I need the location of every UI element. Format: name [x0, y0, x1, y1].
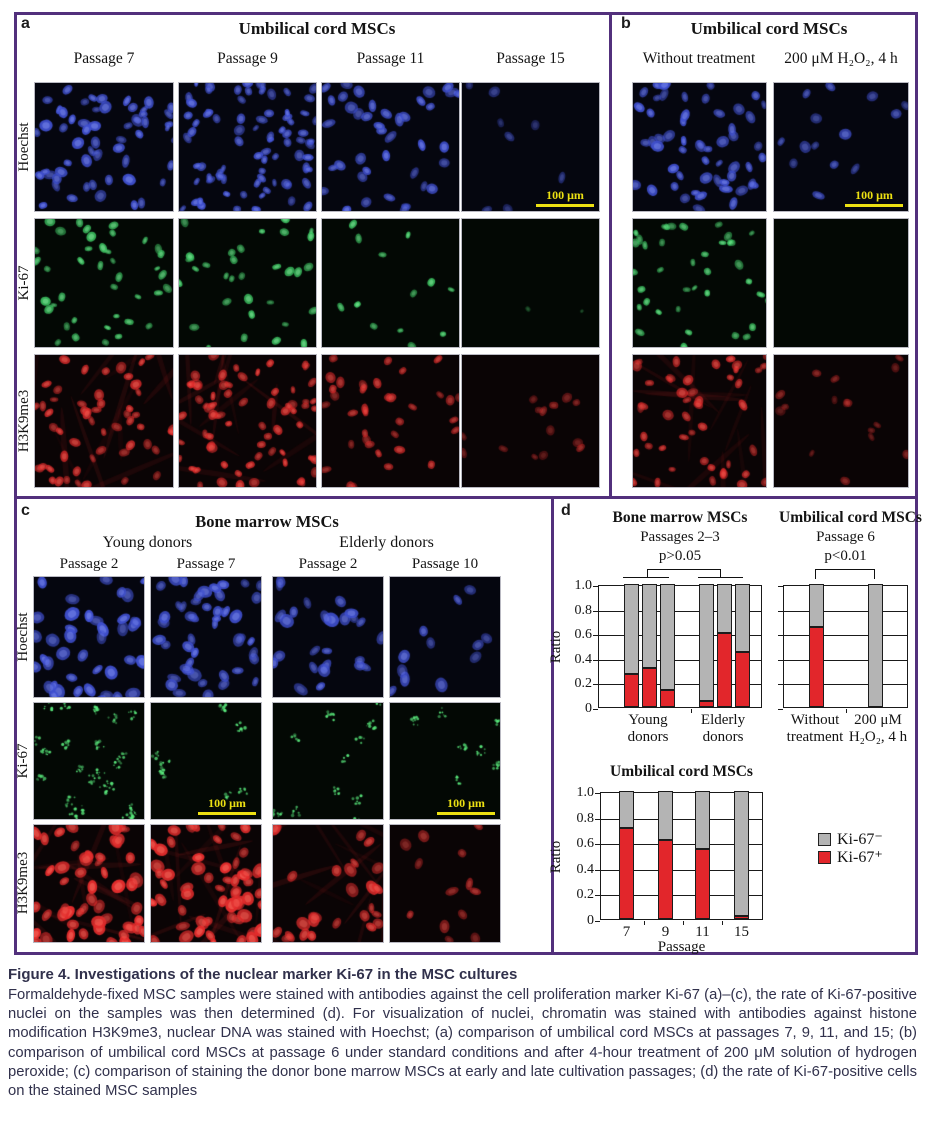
y-tick: [778, 684, 783, 685]
bar-segment-ki67pos: [624, 674, 639, 707]
caption-body: Formaldehyde-fixed MSC samples were stained with antibodies against the cell proliferation marker Ki-67 (a)–(c), the rate of Ki-67-positive nuclei on the samples was then determined (d). For visualization of nuclei, chromatin was stained with antibodies against histone modification H3K9me3, nuclear DNA was stained with Hoechst; (a) comparison of umbilical cord MSCs at passages 7, 9, 11, and 15; (b) comparison of umbilical cord MSCs at passage 6 under standard conditions and after 4-hour treatment of 200 μM solution of hydrogen peroxide; (c) comparison of staining the donor bone marrow MSCs at early and late cultivation passages; (d) the rate of Ki-67-positive cells on the stained MSC samples: [8, 987, 917, 1100]
panel-a-row-h3k9me3: H3K9me3: [16, 389, 32, 453]
micrograph-canvas: [179, 219, 317, 348]
micrograph-a-r2-c3: [461, 354, 600, 488]
panel-c-group-elderly: Elderly donors: [339, 534, 434, 551]
gridline: [784, 660, 907, 661]
y-tick: [593, 611, 598, 612]
bracket-young-group: [623, 577, 669, 578]
micrograph-canvas: [151, 825, 262, 943]
y-tick: [595, 793, 600, 794]
micrograph-a-r1-c0: [34, 218, 174, 348]
bar-segment-ki67neg: [868, 584, 883, 707]
panel-a-col-passage7: Passage 7: [73, 50, 135, 67]
chart1-title: Bone marrow MSCs: [612, 509, 748, 526]
chart2-significance: p<0.01: [824, 548, 867, 564]
y-tick: [778, 586, 783, 587]
bar-segment-ki67neg: [642, 584, 657, 668]
x-category-label: 7: [622, 924, 631, 940]
panel-c-col-1: Passage 2: [59, 556, 119, 572]
micrograph-c-r0-c3: [389, 576, 501, 698]
y-tick: [593, 684, 598, 685]
micrograph-canvas: [35, 83, 174, 212]
micrograph-a-r1-c3: [461, 218, 600, 348]
y-tick-label: 1.0: [576, 785, 594, 800]
y-tick: [593, 586, 598, 587]
panel-a-col-passage15: Passage 15: [496, 50, 565, 67]
panel-a-row-ki67: Ki-67: [16, 265, 32, 301]
micrograph-a-r2-c2: [321, 354, 460, 488]
bar-segment-ki67pos: [734, 916, 749, 919]
chart1-ylabel: Ratio: [548, 630, 564, 664]
y-tick-label: 0.4: [576, 861, 594, 877]
micrograph-a-r2-c1: [178, 354, 317, 488]
scale-bar: [845, 188, 903, 207]
micrograph-canvas: [774, 219, 909, 348]
scale-bar-line: [845, 204, 903, 207]
panel-b-col-untreated: Without treatment: [642, 50, 756, 67]
bar-segment-ki67pos: [809, 627, 824, 707]
scale-bar-label: 100 μm: [447, 796, 485, 810]
micrograph-c-r0-c2: [272, 576, 384, 698]
bar-segment-ki67neg: [734, 791, 749, 916]
bar-segment-ki67pos: [695, 849, 710, 919]
bar-segment-ki67neg: [699, 584, 714, 701]
micrograph-a-r1-c2: [321, 218, 460, 348]
chart2-title: Umbilical cord MSCs: [779, 509, 922, 526]
micrograph-canvas: [462, 355, 600, 488]
y-tick: [593, 660, 598, 661]
micrograph-b-r0-c0: [632, 82, 767, 212]
panel-a-col-passage9: Passage 9: [217, 50, 278, 67]
chart3-title: Umbilical cord MSCs: [610, 763, 753, 780]
x-tick: [683, 921, 684, 925]
y-tick-label: 0.4: [574, 651, 592, 667]
chart2-subtitle: Passage 6: [816, 529, 875, 545]
bracket-p001: [815, 569, 875, 579]
micrograph-canvas: [34, 825, 145, 943]
y-tick-label: 0: [587, 913, 594, 928]
micrograph-b-r2-c1: [773, 354, 909, 488]
x-category-label: 11: [695, 924, 710, 940]
bar-segment-ki67pos: [619, 828, 634, 919]
chart2-plot: [783, 585, 908, 708]
bar-segment-ki67neg: [619, 791, 634, 828]
panel-c-label: c: [21, 502, 30, 519]
y-tick: [778, 611, 783, 612]
micrograph-canvas: [35, 219, 174, 348]
chart2-xlabel-h2o2: 200 μM H₂O₂, 4 h: [848, 712, 908, 745]
micrograph-canvas: [151, 577, 262, 698]
panel-c-col-2: Passage 7: [176, 556, 236, 572]
chart2-xlabel-untreated: Without treatment: [786, 712, 844, 745]
panel-c-row-hoechst: Hoechst: [15, 612, 31, 662]
micrograph-canvas: [633, 83, 767, 212]
scale-bar: [536, 188, 594, 207]
micrograph-canvas: [179, 83, 317, 212]
y-tick: [593, 709, 598, 710]
y-tick-label: 0: [585, 701, 592, 716]
bar-segment-ki67pos: [717, 633, 732, 707]
micrograph-canvas: [322, 83, 460, 212]
bar-segment-ki67neg: [717, 584, 732, 633]
x-category-label: 15: [734, 924, 749, 940]
bar-segment-ki67pos: [642, 668, 657, 707]
micrograph-canvas: [390, 825, 501, 943]
scale-bar-label: 100 μm: [546, 188, 584, 202]
gridline: [784, 635, 907, 636]
micrograph-canvas: [774, 355, 909, 488]
gridline: [784, 611, 907, 612]
micrograph-b-r0-c1: [773, 82, 909, 212]
legend-label-ki67pos: Ki-67⁺: [837, 849, 883, 866]
micrograph-canvas: [322, 355, 460, 488]
y-tick: [778, 660, 783, 661]
legend-label-ki67neg: Ki-67⁻: [837, 831, 883, 848]
micrograph-canvas: [633, 219, 767, 348]
micrograph-c-r2-c2: [272, 824, 384, 943]
micrograph-c-r2-c3: [389, 824, 501, 943]
panel-c-row-ki67: Ki-67: [15, 743, 31, 779]
micrograph-canvas: [273, 577, 384, 698]
micrograph-canvas: [35, 355, 174, 488]
micrograph-c-r0-c0: [33, 576, 145, 698]
bracket-p005: [647, 569, 721, 577]
scale-bar-line: [536, 204, 594, 207]
micrograph-c-r1-c1: [150, 702, 262, 820]
bar-segment-ki67neg: [660, 584, 675, 690]
y-tick-label: 1.0: [574, 578, 592, 593]
bar-segment-ki67pos: [699, 701, 714, 707]
y-tick: [595, 921, 600, 922]
bar-segment-ki67neg: [658, 791, 673, 840]
micrograph-b-r2-c0: [632, 354, 767, 488]
y-tick-label: 0.2: [576, 887, 594, 903]
panel-c-row-h3k9me3: H3K9me3: [15, 851, 31, 915]
legend-swatch-ki67pos: [818, 851, 831, 864]
micrograph-canvas: [633, 355, 767, 488]
micrograph-a-r0-c1: [178, 82, 317, 212]
micrograph-c-r1-c2: [272, 702, 384, 820]
scale-bar-line: [198, 812, 256, 815]
panel-c-col-4: Passage 10: [411, 556, 479, 572]
chart1-significance: p>0.05: [658, 548, 702, 564]
scale-bar-label: 100 μm: [208, 796, 246, 810]
y-tick-label: 0.2: [574, 676, 592, 692]
x-tick: [644, 921, 645, 925]
panel-b-col-h2o2: 200 μM H₂O₂, 4 h: [784, 50, 898, 67]
bar-segment-ki67neg: [809, 584, 824, 627]
micrograph-c-r2-c0: [33, 824, 145, 943]
micrograph-c-r1-c0: [33, 702, 145, 820]
micrograph-c-r0-c1: [150, 576, 262, 698]
micrograph-c-r2-c1: [150, 824, 262, 943]
micrograph-canvas: [34, 703, 145, 820]
chart1-subtitle: Passages 2–3: [640, 529, 720, 545]
gridline: [784, 684, 907, 685]
panel-c-col-3: Passage 2: [298, 556, 358, 572]
panel-c-group-young: Young donors: [102, 534, 193, 551]
y-tick-label: 0.8: [576, 810, 594, 826]
micrograph-a-r0-c2: [321, 82, 460, 212]
y-tick-label: 0.8: [574, 602, 592, 618]
y-tick-label: 0.6: [576, 836, 594, 852]
chart1-plot: [574, 578, 762, 716]
y-tick: [593, 635, 598, 636]
panel-a-label: a: [21, 15, 30, 32]
y-tick: [778, 709, 783, 710]
y-tick: [595, 819, 600, 820]
micrograph-c-r1-c3: [389, 702, 501, 820]
bar-segment-ki67pos: [735, 652, 750, 707]
y-tick: [778, 635, 783, 636]
micrograph-canvas: [322, 219, 460, 348]
bar-segment-ki67pos: [660, 690, 675, 707]
micrograph-a-r2-c0: [34, 354, 174, 488]
x-category-label: 9: [661, 924, 670, 940]
scale-bar-line: [437, 812, 495, 815]
x-tick: [722, 921, 723, 925]
micrograph-canvas: [273, 825, 384, 943]
divider-vertical-top: [609, 12, 612, 499]
y-tick: [595, 895, 600, 896]
divider-horizontal: [14, 496, 918, 499]
micrograph-b-r1-c0: [632, 218, 767, 348]
bar-segment-ki67neg: [735, 584, 750, 652]
chart1-xlabel-elderly: Elderly donors: [700, 712, 746, 745]
legend-swatch-ki67neg: [818, 833, 831, 846]
bracket-elderly-group: [698, 577, 743, 578]
chart3-ylabel: Ratio: [548, 840, 564, 874]
panel-a-title: Umbilical cord MSCs: [238, 19, 396, 38]
micrograph-b-r1-c1: [773, 218, 909, 348]
micrograph-canvas: [179, 355, 317, 488]
panel-b-label: b: [621, 15, 631, 32]
chart1-xlabel-young: Young donors: [627, 712, 669, 745]
bar-segment-ki67neg: [695, 791, 710, 849]
micrograph-a-r1-c1: [178, 218, 317, 348]
scale-bar: [437, 796, 495, 815]
bar-segment-ki67pos: [658, 840, 673, 919]
panel-d-label: d: [561, 502, 571, 519]
micrograph-a-r0-c0: [34, 82, 174, 212]
scale-bar-label: 100 μm: [855, 188, 893, 202]
micrograph-canvas: [34, 577, 145, 698]
panel-b-title: Umbilical cord MSCs: [690, 19, 848, 38]
panel-c-title: Bone marrow MSCs: [195, 512, 339, 531]
scale-bar: [198, 796, 256, 815]
micrograph-a-r0-c3: [461, 82, 600, 212]
y-tick-label: 0.6: [574, 627, 592, 643]
y-tick: [595, 844, 600, 845]
micrograph-canvas: [462, 219, 600, 348]
micrograph-canvas: [273, 703, 384, 820]
micrograph-canvas: [390, 577, 501, 698]
panel-a-col-passage11: Passage 11: [356, 50, 425, 67]
chart3-plot: [576, 785, 763, 940]
chart3-xaxis-title: Passage: [657, 939, 706, 955]
panel-a-row-hoechst: Hoechst: [16, 122, 32, 172]
caption-title: Figure 4. Investigations of the nuclear marker Ki-67 in the MSC cultures: [8, 966, 518, 983]
bar-segment-ki67neg: [624, 584, 639, 674]
y-tick: [595, 870, 600, 871]
